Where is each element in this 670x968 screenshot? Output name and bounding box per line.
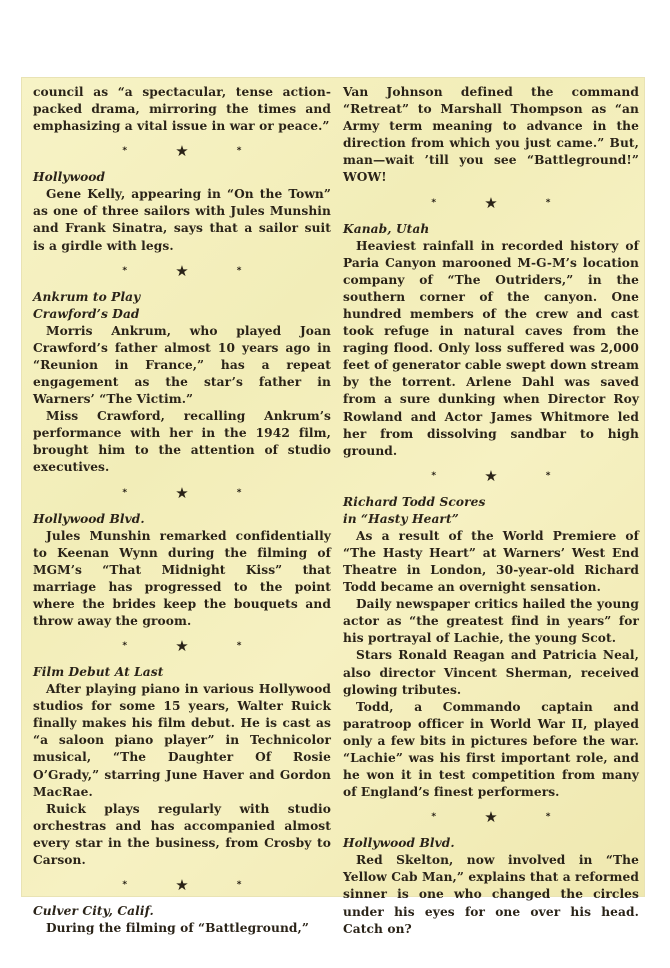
small-star-icon: * (431, 812, 437, 823)
small-star-icon: * (236, 880, 242, 891)
article-paragraph: Ruick plays regularly with studio orchestras and has accompanied almost every star in the business, from Crosby to Carson. (33, 801, 331, 867)
article-heading: Film Debut At Last (33, 665, 164, 680)
star-divider (33, 638, 331, 655)
small-star-icon: * (236, 487, 242, 498)
magazine-page (22, 78, 644, 936)
big-star-icon: ★ (175, 483, 189, 502)
star-divider (343, 468, 639, 485)
small-star-icon: * (431, 470, 437, 481)
article-paragraph: Stars Ronald Reagan and Patricia Neal, also director Vincent Sherman, received glowing tributes. (343, 648, 639, 697)
article-ankrum (33, 289, 331, 477)
big-star-icon: ★ (175, 261, 189, 280)
small-star-icon: * (236, 265, 242, 276)
star-divider (33, 263, 331, 280)
small-star-icon: * (122, 487, 128, 498)
article-paragraph: Gene Kelly, appearing in “On the Town” as one of three sailors with Jules Munshin and Frank Sinatra, says that a sailor suit is a girdle with legs. (33, 187, 331, 253)
small-star-icon: * (122, 265, 128, 276)
right-column (343, 84, 639, 938)
article-heading: Hollywood Blvd. (343, 836, 455, 851)
small-star-icon: * (122, 880, 128, 891)
right-intro-paragraph: Van Johnson defined the command “Retreat” to Marshall Thompson as “an Army term meaning to advance in the direction from which you just came.” But, man—wait ’till you see “Battleground!” WOW! (343, 85, 639, 185)
small-star-icon: * (122, 641, 128, 652)
big-star-icon: ★ (175, 142, 189, 161)
star-divider (33, 485, 331, 502)
left-column (33, 84, 331, 937)
article-paragraph: Todd, a Commando captain and paratroop officer in World War II, played only a few bits in pictures before the war. “Lachie” was his first important role, and he won it in test competition from many of England’s finest performers. (343, 699, 639, 800)
article-paragraph: Miss Crawford, recalling Ankrum’s performance with her in the 1942 film, brought him to the attention of studio executives. (33, 409, 331, 475)
article-hollywood-blvd-skelton (343, 835, 639, 937)
article-heading: Hollywood Blvd. (33, 511, 145, 526)
article-heading: Kanab, Utah (343, 221, 430, 236)
article-paragraph: Daily newspaper critics hailed the young actor as “the greatest find in years” for his portrayal of Lachie, the young Scot. (343, 597, 639, 646)
article-paragraph: Red Skelton, now involved in “The Yellow Cab Man,” explains that a reformed sinner is one who changed the circles under his eyes for one over his head. Catch on? (343, 853, 639, 936)
article-paragraph: Morris Ankrum, who played Joan Crawford’s father almost 10 years ago in “Reunion in France,” has a repeat engagement as the star’s father in Warners’ “The Victim.” (33, 323, 331, 407)
small-star-icon: * (545, 812, 551, 823)
small-star-icon: * (236, 641, 242, 652)
article-paragraph: During the filming of “Battleground,” (46, 921, 309, 936)
article-heading-line: Richard Todd Scores (343, 494, 486, 509)
star-divider (33, 877, 331, 894)
small-star-icon: * (545, 197, 551, 208)
article-hollywood-blvd-munshin (33, 511, 331, 631)
big-star-icon: ★ (175, 637, 189, 656)
article-paragraph: Heaviest rainfall in recorded history of Paria Canyon marooned M-G-M’s location company of “The Outriders,” in the southern corner of the canyon. One hundred members of the crew and cast took refuge in natural caves from the raging flood. Only loss suffered was 2,000 feet of generator cable swept down stream by the torrent. Arlene Dahl was saved from a sure dunking when Director Roy Rowland and Actor James Whitmore led her from dissolving sandbar to high ground. (343, 238, 639, 458)
small-star-icon: * (545, 470, 551, 481)
article-film-debut (33, 664, 331, 869)
left-intro-paragraph: council as “a spectacular, tense action-packed drama, mirroring the times and emphasizing a vital issue in war or peace.” (33, 85, 331, 134)
article-paragraph: After playing piano in various Hollywood studios for some 15 years, Walter Ruick finally makes his film debut. He is cast as “a saloon piano player” in Technicolor musical, “The Daughter Of Rosie O’Grady,” starring June Haver and Gordon MacRae. (33, 682, 331, 799)
star-divider (343, 195, 639, 212)
article-heading-line: Ankrum to Play (33, 289, 141, 304)
article-paragraph: As a result of the World Premiere of “The Hasty Heart” at Warners’ West End Theatre in London, 30-year-old Richard Todd became an overnight sensation. (343, 528, 639, 595)
article-heading: Culver City, Calif. (33, 904, 154, 919)
big-star-icon: ★ (484, 193, 498, 212)
big-star-icon: ★ (484, 808, 498, 827)
star-divider (343, 809, 639, 826)
big-star-icon: ★ (175, 876, 189, 895)
article-hollywood-kelly (33, 169, 331, 254)
article-culver-city (33, 903, 331, 937)
article-paragraph: Jules Munshin remarked confidentially to Keenan Wynn during the filming of MGM’s “That Midnight Kiss” that marriage has progressed to the point where the brides keep the bouquets and throw away the groom. (33, 528, 331, 628)
article-heading-line: Crawford’s Dad (33, 306, 140, 321)
article-richard-todd (343, 494, 639, 802)
article-heading-line: in “Hasty Heart” (343, 511, 459, 526)
small-star-icon: * (236, 146, 242, 157)
small-star-icon: * (431, 197, 437, 208)
star-divider (33, 143, 331, 160)
big-star-icon: ★ (484, 466, 498, 485)
article-kanab-utah (343, 221, 639, 460)
article-heading: Hollywood (33, 170, 106, 185)
small-star-icon: * (122, 146, 128, 157)
